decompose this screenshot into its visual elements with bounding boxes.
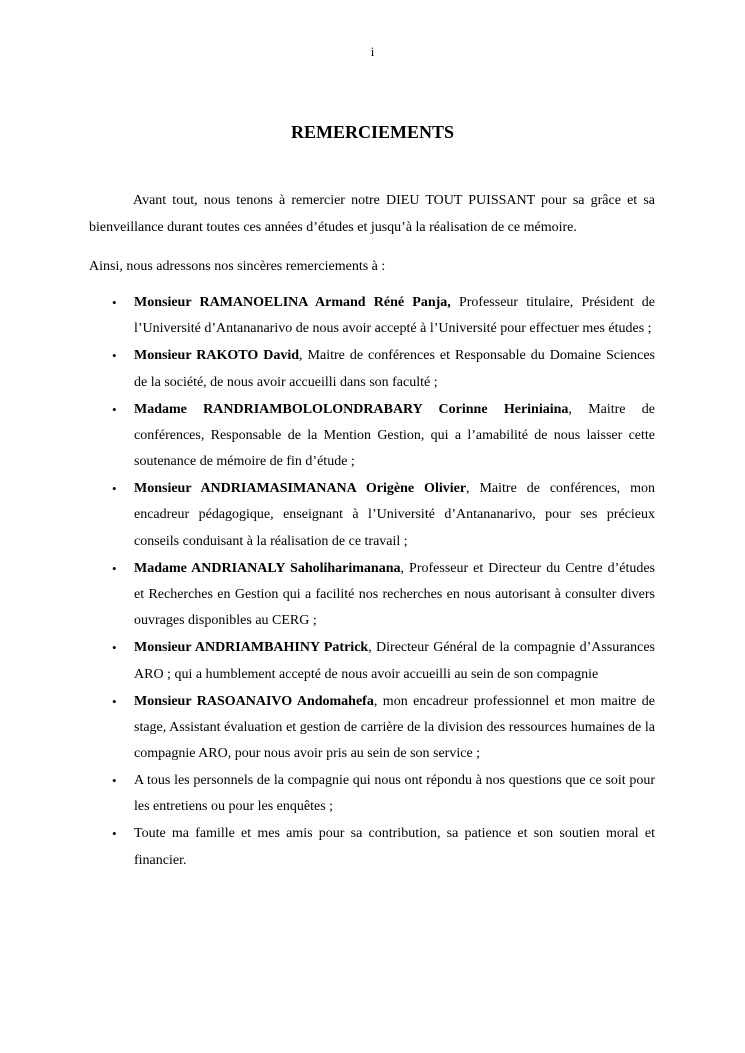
bullet-icon: • [112,401,117,417]
list-item [112,768,655,821]
intro-paragraph [89,188,655,241]
intro-text: Avant tout, nous tenons à remercier notre DIEU TOUT PUISSANT pour sa grâce et sa bienveillance durant toutes ces années d’études et jusqu’à la réalisation de ce mémoire. [89,193,655,235]
bullet-icon: • [112,693,117,709]
page-title: REMERCIEMENTS [290,122,455,142]
list-item [112,689,655,768]
list-item [112,821,655,874]
person-name: Monsieur ANDRIAMBAHINY Patrick [134,640,369,656]
item-text: , Maitre de conférences et Responsable du Domaine Sciences de la société, de nous avoir accueilli dans son faculté ; [134,348,655,390]
list-item [112,556,655,635]
person-name: Monsieur RAKOTO David [134,348,300,364]
bullet-icon: • [112,295,117,310]
list-item [112,635,655,688]
bullet-icon: • [112,348,117,364]
bullet-icon: • [112,773,117,789]
item-text: Toute ma famille et mes amis pour sa contribution, sa patience et son soutien moral et financier. [134,826,655,868]
item-text: , Directeur Général de la compagnie d’Assurances ARO ; qui a humblement accepté de nous avoir accueilli au sein de son compagnie [134,640,655,682]
bullet-icon: • [112,826,117,842]
list-item [112,343,655,396]
lead-paragraph: Ainsi, nous adressons nos sincères remerciements à : [89,259,386,274]
person-name: Madame ANDRIANALY Saholiharimanana [134,560,401,576]
item-text: , Maitre de conférences, mon encadreur pédagogique, enseignant à l’Université d’Antananarivo, pour ses précieux conseils conduisant à la réalisation de ce travail ; [134,481,655,549]
page-number: i [370,44,375,59]
list-item [112,397,656,476]
item-text: Professeur titulaire, Président de l’Université d’Antananarivo de nous avoir accepté à l’Université pour effectuer mes études ; [134,295,656,337]
list-item [112,290,656,343]
acknowledgement-list [112,290,656,874]
person-name: Monsieur RASOANAIVO Andomahefa [134,693,374,709]
person-name: Monsieur ANDRIAMASIMANANA Origène Olivier [134,481,467,497]
bullet-icon: • [112,640,117,656]
bullet-icon: • [112,560,117,576]
list-item [112,476,655,555]
item-text: , mon encadreur professionnel et mon maitre de stage, Assistant évaluation et gestion de carrière de la division des ressources humaines de la compagnie ARO, pour nous avoir pris au sein de son service ; [134,693,655,762]
item-text: , Maitre de conférences, Responsable de la Mention Gestion, qui a l’amabilité de nous laisser cette soutenance de mémoire de fin d’étude ; [134,401,656,470]
item-text: A tous les personnels de la compagnie qui nous ont répondu à nos questions que ce soit pour les entretiens ou pour les enquêtes ; [134,773,655,815]
person-name: Monsieur RAMANOELINA Armand Réné Panja, [134,295,451,310]
item-text: , Professeur et Directeur du Centre d’études et Recherches en Gestion qui a facilité nos recherches en nous autorisant à consulter divers ouvrages disponibles au CERG ; [134,560,655,629]
person-name: Madame RANDRIAMBOLOLONDRABARY Corinne Heriniaina [134,401,569,417]
bullet-icon: • [112,481,117,497]
